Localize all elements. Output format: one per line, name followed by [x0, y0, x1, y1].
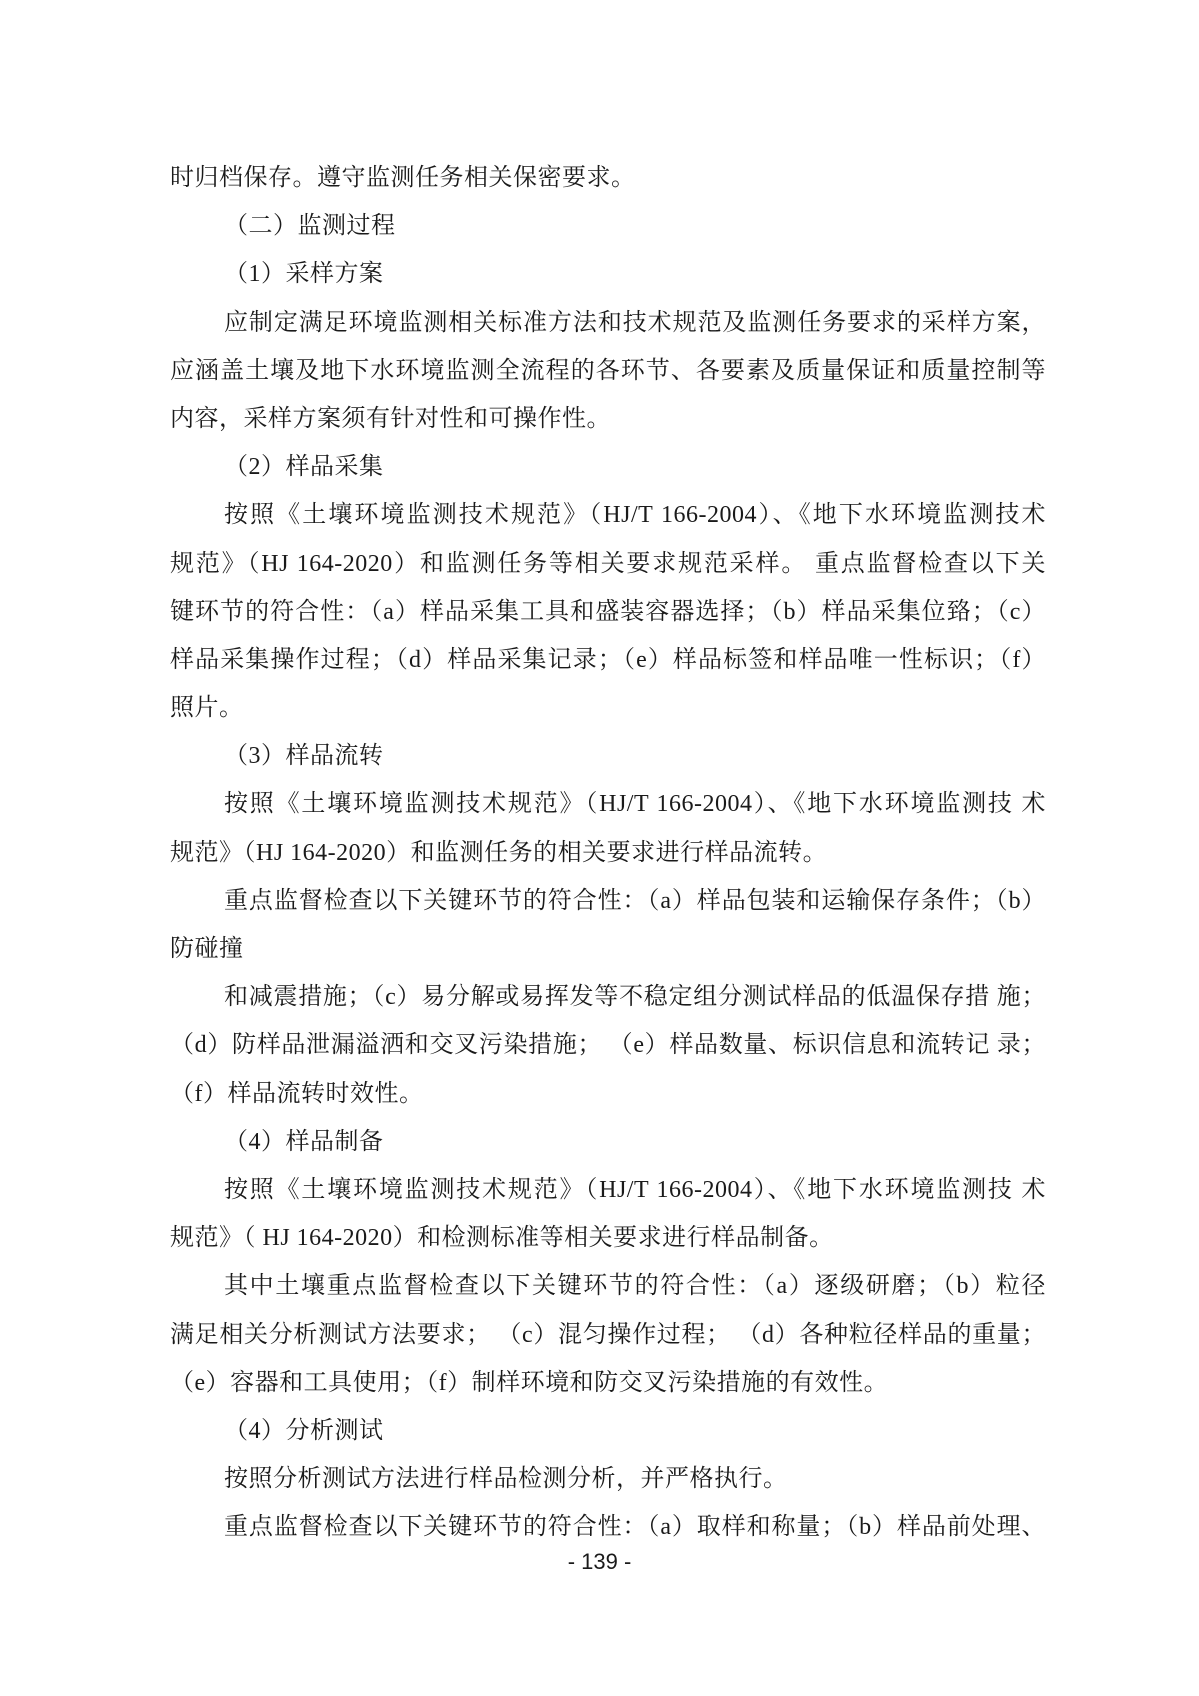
text-line: （2）样品采集: [224, 454, 384, 481]
text-line: 按照分析测试方法进行样品检测分析，并严格执行。: [224, 1466, 788, 1493]
text-line: 应制定满足环境监测相关标准方法和技术规范及监测任务要求的采样方案，: [224, 309, 1046, 336]
text-line: 满足相关分析测试方法要求； （c）混匀操作过程； （d）各种粒径样品的重量；: [170, 1321, 1046, 1348]
text-line: 其中土壤重点监督检查以下关键环节的符合性：（a）逐级研磨；（b）粒径: [224, 1273, 1046, 1300]
text-line: 照片。: [170, 695, 244, 722]
text-line: （二）监测过程: [224, 213, 396, 240]
text-line: （4）样品制备: [224, 1128, 384, 1155]
page-number: - 139 -: [567, 1549, 632, 1574]
text-line: （e）容器和工具使用；（f）制样环境和防交叉污染措施的有效性。: [170, 1369, 889, 1396]
text-line: 防碰撞: [170, 936, 244, 962]
text-line: （4）分析测试: [224, 1417, 384, 1444]
text-line: 和减震措施；（c）易分解或易挥发等不稳定组分测试样品的低温保存措 施；: [224, 984, 1046, 1011]
text-line: 规范》（HJ 164-2020）和监测任务等相关要求规范采样。 重点监督检查以下关: [170, 550, 1046, 577]
text-line: （1）采样方案: [224, 261, 384, 288]
text-line: 重点监督检查以下关键环节的符合性：（a）样品包装和运输保存条件；（b）: [224, 887, 1046, 914]
text-line: 内容，采样方案须有针对性和可操作性。: [170, 405, 611, 432]
text-line: 样品采集操作过程；（d）样品采集记录；（e）样品标签和样品唯一性标识；（f）: [170, 646, 1046, 673]
text-line: 按照《土壤环境监测技术规范》（HJ/T 166-2004）、《地下水环境监测技 术: [224, 1176, 1046, 1203]
text-line: 应涵盖土壤及地下水环境监测全流程的各环节、各要素及质量保证和质量控制等: [170, 357, 1046, 384]
text-line: 按照《土壤环境监测技术规范》（HJ/T 166-2004）、《地下水环境监测技 术: [224, 791, 1046, 818]
text-line: （3）样品流转: [224, 743, 384, 770]
text-line: （d）防样品泄漏溢洒和交叉污染措施； （e）样品数量、标识信息和流转记 录；: [170, 1032, 1046, 1059]
text-line: 按照《土壤环境监测技术规范》（HJ/T 166-2004）、《地下水环境监测技术: [224, 502, 1046, 529]
text-line: 键环节的符合性：（a）样品采集工具和盛装容器选择；（b）样品采集位臵；（c）: [170, 598, 1046, 625]
text-line: （f）样品流转时效性。: [170, 1080, 424, 1107]
text-line: 重点监督检查以下关键环节的符合性：（a）取样和称量；（b）样品前处理、: [224, 1514, 1046, 1541]
text-line: 时归档保存。遵守监测任务相关保密要求。: [170, 165, 636, 191]
text-line: 规范》（ HJ 164-2020）和检测标准等相关要求进行样品制备。: [170, 1225, 834, 1252]
text-line: 规范》（HJ 164-2020）和监测任务的相关要求进行样品流转。: [170, 839, 828, 866]
document-body: [170, 154, 1046, 1551]
